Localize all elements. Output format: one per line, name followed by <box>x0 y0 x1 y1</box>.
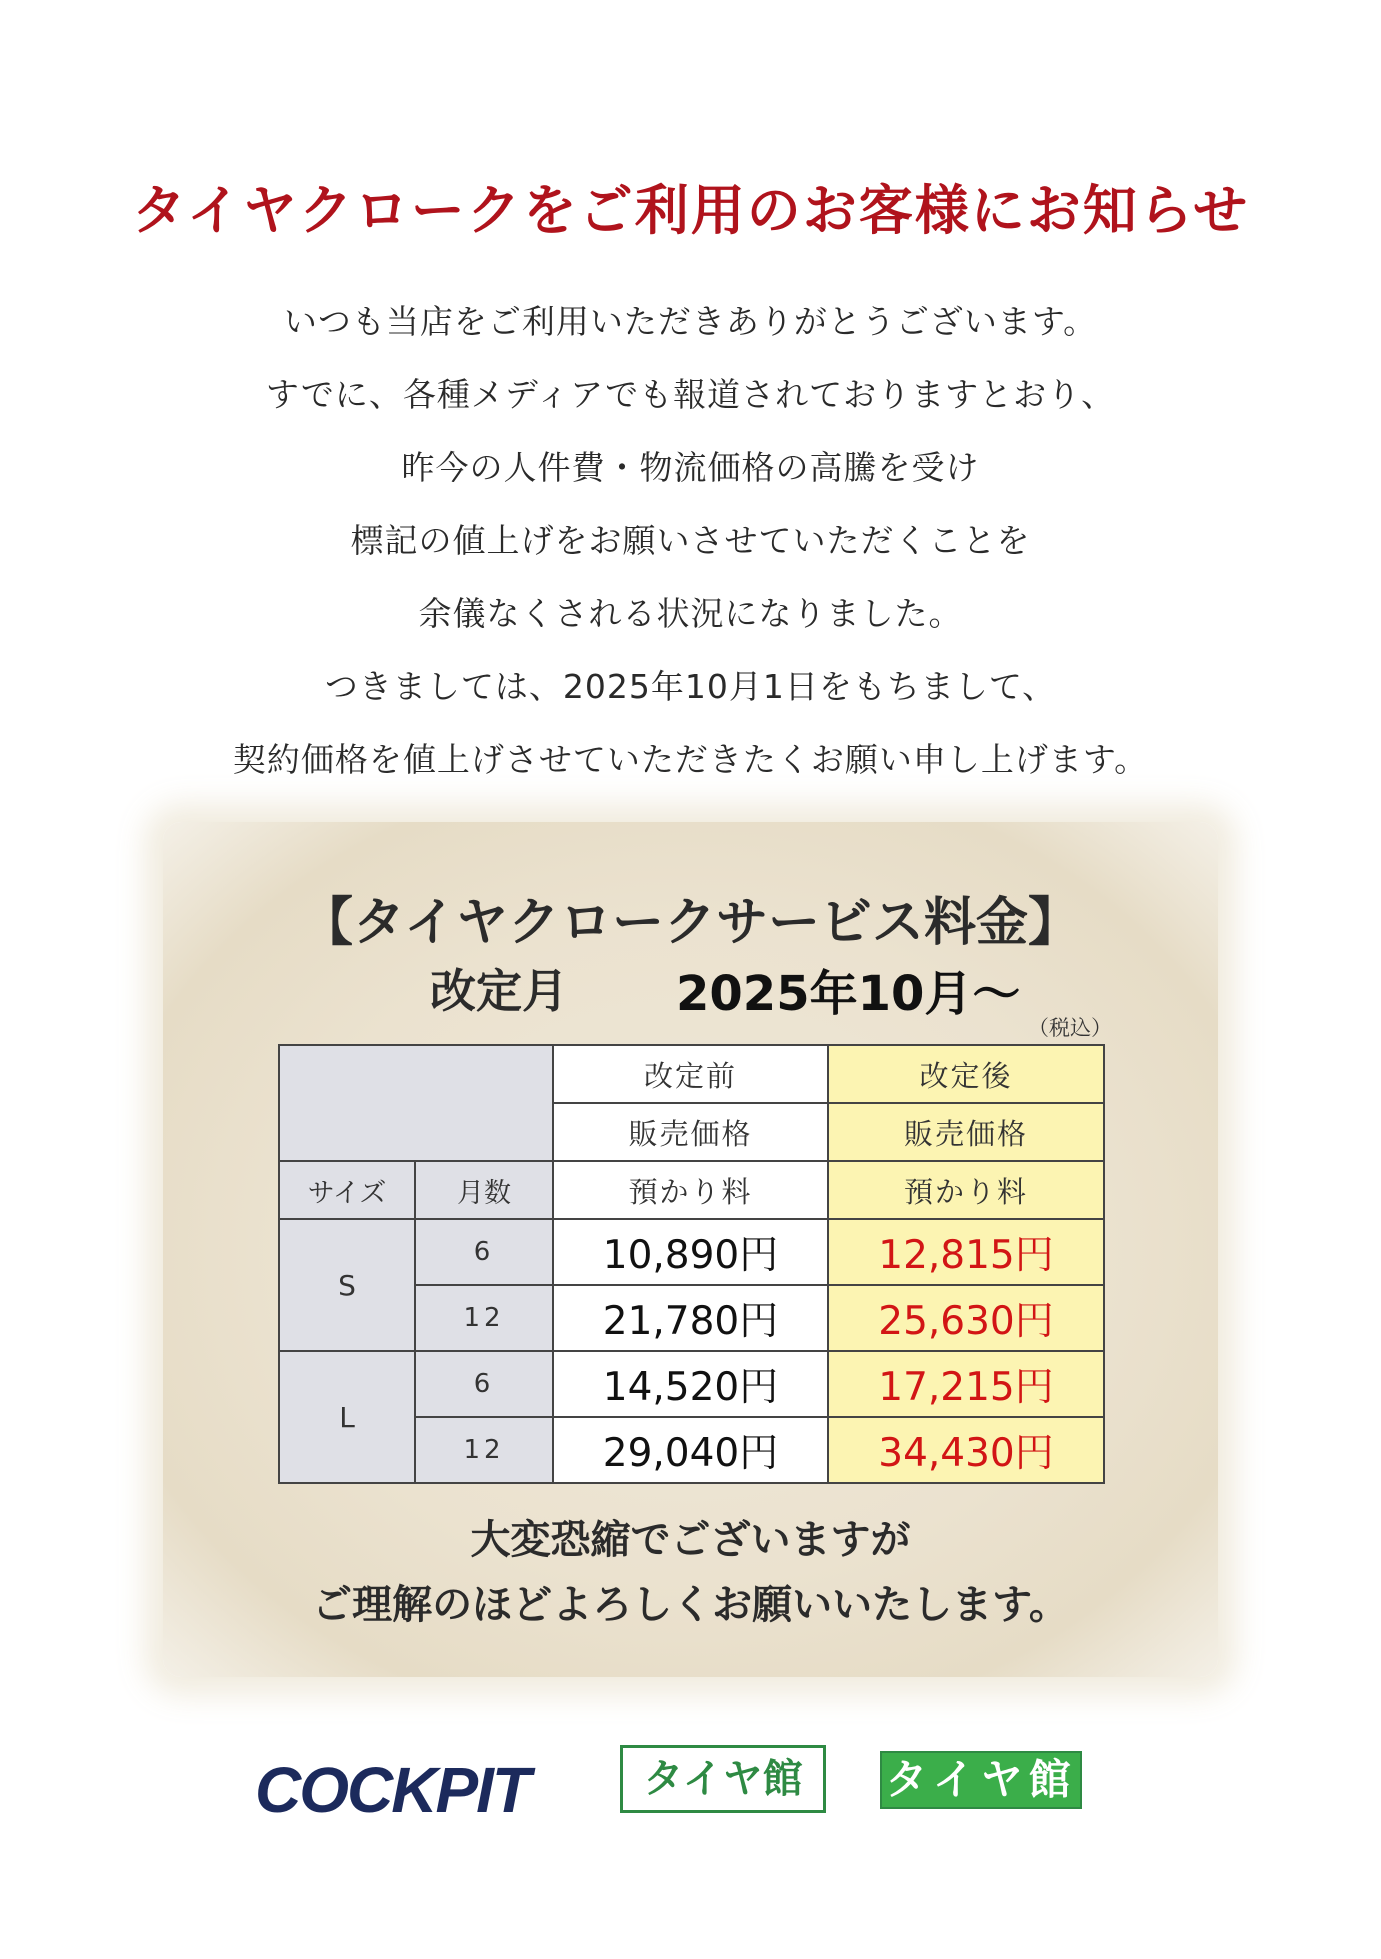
price-before-cell: 10,890円 <box>553 1219 828 1285</box>
message-line: 契約価格を値上げさせていただきたくお願い申し上げます。 <box>232 740 1149 779</box>
months-column-header: 月数 <box>415 1161 553 1219</box>
after-fee-header: 預かり料 <box>828 1161 1104 1219</box>
tire-kan-solid-logo: タイヤ館 <box>880 1751 1082 1809</box>
revision-date: 2025年10月～ <box>676 966 1021 1022</box>
months-cell: 12 <box>415 1417 553 1483</box>
before-price-header: 販売価格 <box>553 1103 828 1161</box>
closing-line: 大変恐縮でございますが <box>470 1517 911 1563</box>
table-corner <box>279 1045 553 1161</box>
price-after-cell: 25,630円 <box>828 1285 1104 1351</box>
message-line: すでに、各種メディアでも報道されておりますとおり、 <box>265 375 1116 414</box>
months-cell: 6 <box>415 1219 553 1285</box>
tax-included-note: （税込） <box>1028 1016 1112 1040</box>
before-fee-header: 預かり料 <box>553 1161 828 1219</box>
size-cell-l: L <box>279 1351 415 1483</box>
price-table <box>278 1044 1105 1484</box>
table-row <box>279 1351 1104 1417</box>
tire-kan-outline-logo: タイヤ館 <box>620 1745 826 1813</box>
table-row <box>279 1219 1104 1285</box>
price-after-cell: 12,815円 <box>828 1219 1104 1285</box>
before-revision-header: 改定前 <box>553 1045 828 1103</box>
message-line: 標記の値上げをお願いさせていただくことを <box>350 521 1031 560</box>
notice-message <box>0 285 1381 796</box>
after-revision-header: 改定後 <box>828 1045 1104 1103</box>
size-cell-s: S <box>279 1219 415 1351</box>
price-before-cell: 21,780円 <box>553 1285 828 1351</box>
months-cell: 6 <box>415 1351 553 1417</box>
after-price-header: 販売価格 <box>828 1103 1104 1161</box>
price-before-cell: 29,040円 <box>553 1417 828 1483</box>
price-after-cell: 17,215円 <box>828 1351 1104 1417</box>
size-column-header: サイズ <box>279 1161 415 1219</box>
message-line: つきましては、2025年10月1日をもちまして、 <box>324 667 1057 706</box>
price-before-cell: 14,520円 <box>553 1351 828 1417</box>
message-line: いつも当店をご利用いただきありがとうございます。 <box>283 302 1098 341</box>
cockpit-logo: COCKPIT <box>255 1754 529 1826</box>
service-heading: 【タイヤクロークサービス料金】 <box>301 893 1080 953</box>
notice-title: タイヤクロークをご利用のお客様にお知らせ <box>131 179 1250 242</box>
closing-message <box>0 1508 1381 1638</box>
message-line: 昨今の人件費・物流価格の高騰を受け <box>401 448 980 487</box>
revision-month-label: 改定月 <box>430 964 568 1018</box>
message-line: 余儀なくされる状況になりました。 <box>418 594 963 633</box>
months-cell: 12 <box>415 1285 553 1351</box>
price-after-cell: 34,430円 <box>828 1417 1104 1483</box>
closing-line: ご理解のほどよろしくお願いいたします。 <box>312 1582 1069 1628</box>
